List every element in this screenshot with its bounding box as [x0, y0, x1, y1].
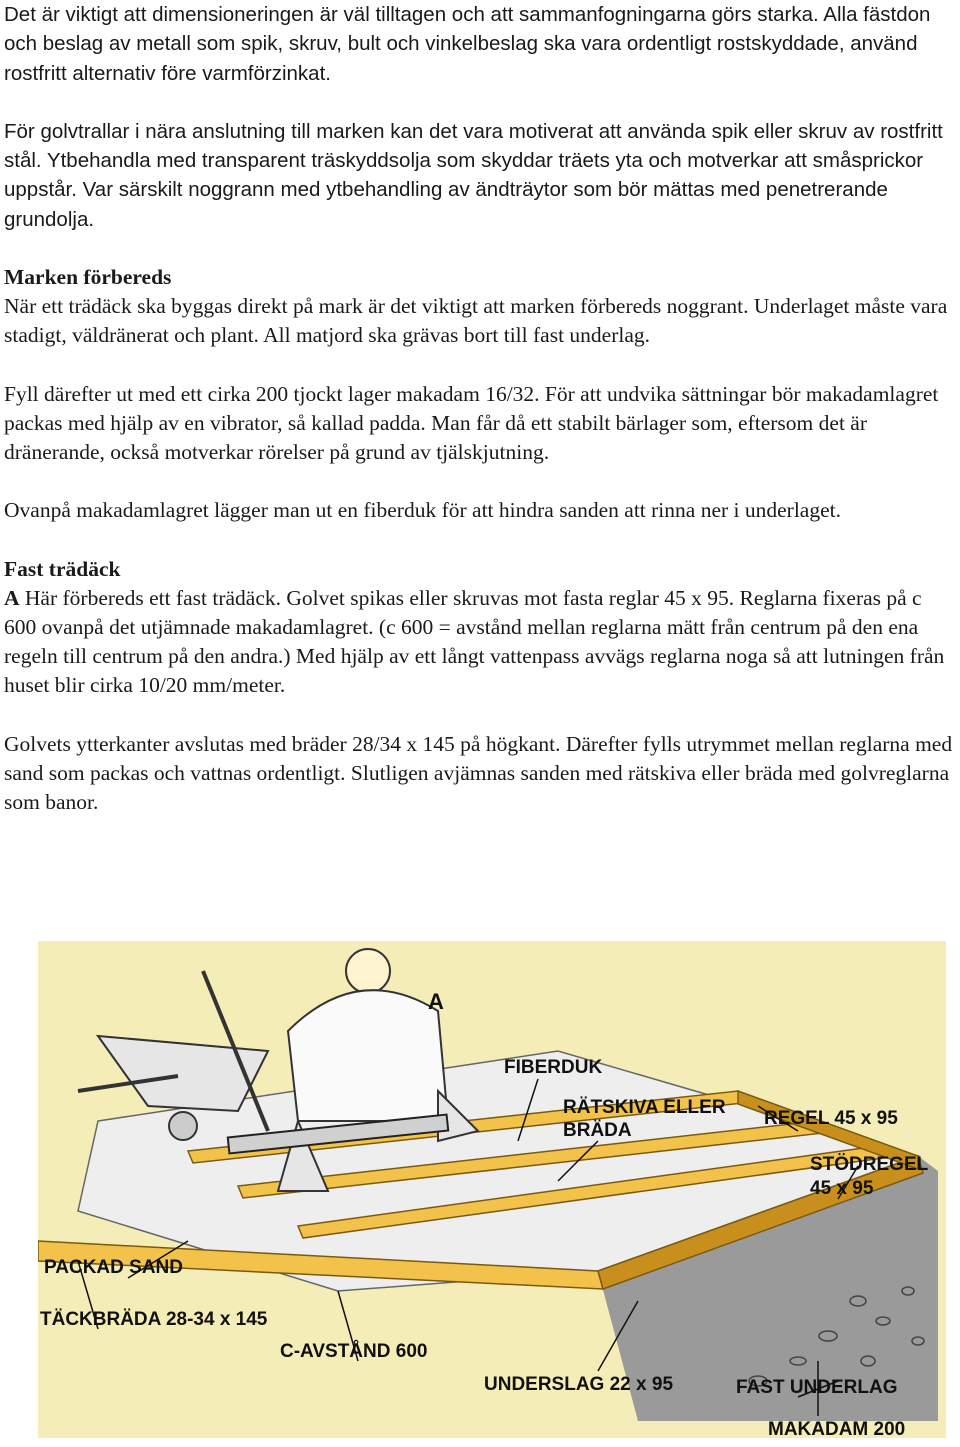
section-heading-marken: Marken förbereds [4, 265, 172, 290]
figure-letter: A [428, 989, 444, 1014]
label-fiberduk: FIBERDUK [504, 1057, 603, 1078]
label-c-avstand: C-AVSTÅND 600 [280, 1341, 428, 1362]
label-stodregel-2: 45 x 95 [810, 1178, 874, 1199]
section-heading-fast: Fast trädäck [4, 556, 121, 581]
deck-construction-illustration [38, 941, 946, 1438]
figure-reference-marker: A [4, 585, 20, 610]
article [4, 0, 956, 817]
label-ratskiva-2: BRÄDA [563, 1120, 632, 1141]
label-ratskiva-1: RÄTSKIVA ELLER [563, 1097, 726, 1118]
label-packad-sand: PACKAD SAND [44, 1257, 183, 1278]
label-tackbrada: TÄCKBRÄDA 28-34 x 145 [40, 1309, 268, 1330]
section-fast-paragraph-2: Golvets ytterkanter avslutas med bräder 28/34 x 145 på högkant. Därefter fylls utrymmet mellan reglarna med sand som packas och vattnas ordentligt. Slutligen avjämnas sanden med rätskiva eller bräda med golvreglarna som banor. [4, 731, 953, 814]
label-regel: REGEL 45 x 95 [764, 1108, 898, 1129]
intro-paragraph-1: Det är viktigt att dimensioneringen är väl tilltagen och att sammanfogningarna görs starka. Alla fästdon och beslag av metall som spik, skruv, bult och vinkelbeslag ska vara ordentligt rostskyddade, använd rostfritt alternativ före varmförzinkat. [4, 3, 931, 85]
section-marken-text-1: När ett trädäck ska byggas direkt på mark är det viktigt att marken förbereds noggrant. Underlaget måste vara stadigt, väldränerat och plant. All matjord ska grävas bort till fast underlag. [4, 294, 948, 348]
section-marken-paragraph-2: Fyll därefter ut med ett cirka 200 tjockt lager makadam 16/32. För att undvika sättningar bör makadamlagret packas med hjälp av en vibrator, så kallad padda. Man får då ett stabilt bärlager som, eftersom det är dränerande, också motverkar rörelser på grund av tjälskjutning. [4, 381, 939, 465]
label-fast-underlag: FAST UNDERLAG [736, 1377, 898, 1398]
intro-paragraph-2: För golvtrallar i nära anslutning till marken kan det vara motiverat att använda spik eller skruv av rostfritt stål. Ytbehandla med transparent träskyddsolja som skyddar träets yta och motverkar att småsprickor uppstår. Var särskilt noggrann med ytbehandling av ändträytor som bör mättas med penetrerande grundolja. [4, 119, 943, 231]
illustration-svg [38, 941, 946, 1438]
section-fast-text-1: Här förbereds ett fast trädäck. Golvet spikas eller skruvas mot fasta reglar 45 x 95. Reglarna fixeras på c 600 ovanpå det utjämnade makadamlagret. (c 600 = avstånd mellan reglarna mätt från centrum på den ena regeln till centrum på den andra.) Med hjälp av ett långt vattenpass avvägs reglarna noga så att lutningen från huset blir cirka 10/20 mm/meter. [4, 585, 945, 698]
label-makadam: MAKADAM 200 [768, 1419, 906, 1438]
section-marken-paragraph-3: Ovanpå makadamlagret lägger man ut en fiberduk för att hindra sanden att rinna ner i underlaget. [4, 498, 841, 523]
section-marken-paragraph-1 [4, 263, 956, 351]
label-stodregel-1: STÖDREGEL [810, 1154, 929, 1175]
section-fast-paragraph-1 [4, 555, 956, 701]
label-underslag: UNDERSLAG 22 x 95 [484, 1374, 674, 1395]
